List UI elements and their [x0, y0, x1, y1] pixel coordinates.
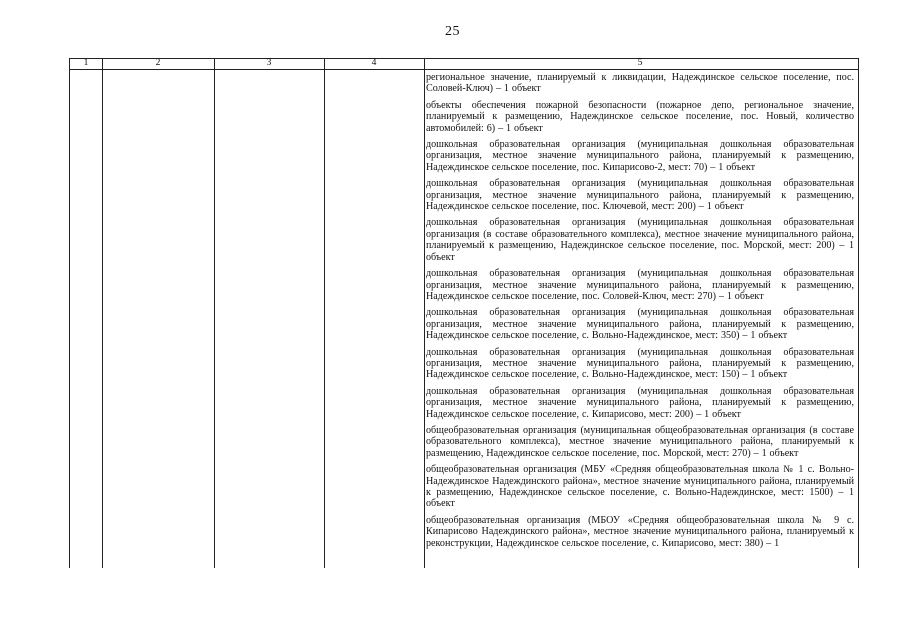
column-header-5: 5: [637, 58, 643, 68]
column-header-1: 1: [83, 58, 89, 68]
table-entry: дошкольная образовательная организация (муниципальная дошкольная образовательная организация (в составе образовательного комплекса), местное значение муниципального района, планируемый к размещению, Надеждинское сельское поселение, пос. Морской, мест: 200) – 1 объект: [426, 217, 854, 263]
table-entry: дошкольная образовательная организация (муниципальная дошкольная образовательная организация, местное значение муниципального района, планируемый к размещению, Надеждинское сельское поселение, пос. Ключевой, мест: 200) – 1 объект: [426, 178, 854, 213]
column-divider: [214, 59, 215, 568]
column-divider: [102, 59, 103, 568]
table-entry: объекты обеспечения пожарной безопасности (пожарное депо, региональное значение, планируемый к размещению, Надеждинское сельское поселение, пос. Новый, количество автомобилей: 6) – 1 объект: [426, 99, 854, 134]
table-entry: региональное значение, планируемый к ликвидации, Надеждинское сельское поселение, пос. Соловей-Ключ) – 1 объект: [426, 72, 854, 95]
table-entry: дошкольная образовательная организация (муниципальная дошкольная образовательная организация, местное значение муниципального района, планируемый к размещению, Надеждинское сельское поселение, с. Вольно-Надеждинское, мест: 150) – 1 объект: [426, 346, 854, 381]
document-table: [69, 58, 859, 568]
table-entry: общеобразовательная организация (муниципальная общеобразовательная организация (в составе образовательного комплекса), местное значение муниципального района, планируемый к размещению, Надеждинское сельское поселение, пос. Морской, мест: 270) – 1 объект: [426, 424, 854, 459]
column-divider: [324, 59, 325, 568]
column-header-4: 4: [371, 58, 377, 68]
table-entry: дошкольная образовательная организация (муниципальная дошкольная образовательная организация, местное значение муниципального района, планируемый к размещению, Надеждинское сельское поселение, с. Кипарисово, мест: 200) – 1 объект: [426, 385, 854, 420]
table-entry: дошкольная образовательная организация (муниципальная дошкольная образовательная организация, местное значение муниципального района, планируемый к размещению, Надеждинское сельское поселение, пос. Кипарисово-2, мест: 70) – 1 объект: [426, 139, 854, 173]
column-header-2: 2: [155, 58, 161, 68]
table-entry: дошкольная образовательная организация (муниципальная дошкольная образовательная организация, местное значение муниципального района, планируемый к размещению, Надеждинское сельское поселение, с. Вольно-Надеждинское, мест: 350) – 1 объект: [426, 307, 854, 342]
table-entry: дошкольная образовательная организация (муниципальная дошкольная образовательная организация, местное значение муниципального района, планируемый к размещению, Надеждинское сельское поселение, пос. Соловей-Ключ, мест: 270) – 1 объект: [426, 268, 854, 302]
column-5-content: [424, 70, 856, 553]
page-number: 25: [445, 24, 460, 39]
table-header-row: [70, 59, 858, 70]
table-entry: общеобразовательная организация (МБУ «Средняя общеобразовательная школа № 1 с. Вольно-Надеждинское Надеждинского района», местное значение муниципального района, планируемый к размещению, Надеждинское сельское поселение, с. Вольно-Надеждинское, мест: 1500) – 1 объект: [426, 464, 854, 510]
column-header-3: 3: [266, 58, 272, 68]
table-entry: общеобразовательная организация (МБОУ «Средняя общеобразовательная школа № 9 с. Кипарисово Надеждинского района», местное значение муниципального района, планируемый к реконструкции, Надеждинское сельское поселение, с. Кипарисово, мест: 380) – 1: [426, 514, 854, 549]
